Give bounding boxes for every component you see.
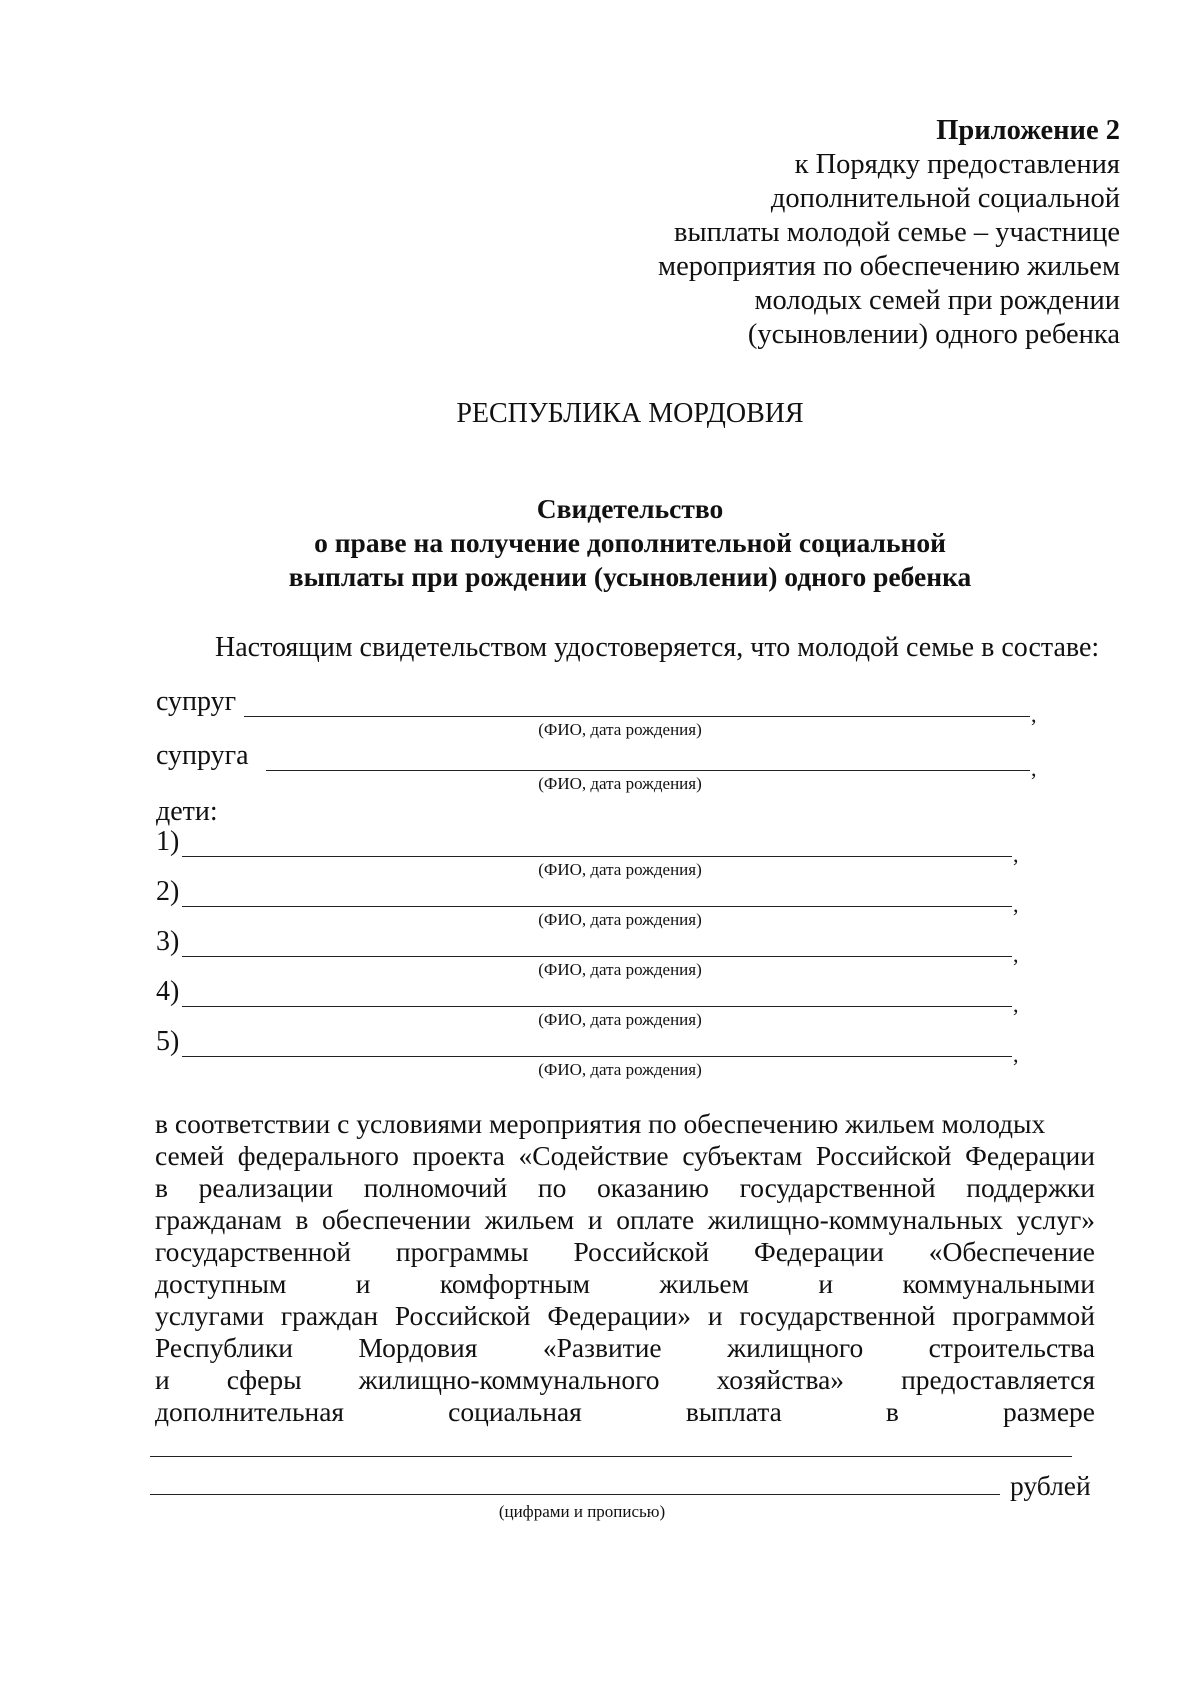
child-number: 1) bbox=[156, 826, 180, 857]
body-line: услугами граждан Российской Федерации» и государственной программой bbox=[155, 1300, 1095, 1331]
intro-sentence: Настоящим свидетельством удостоверяется, что молодой семье в составе: bbox=[215, 632, 1100, 663]
child-field[interactable] bbox=[182, 906, 1012, 907]
child-field[interactable] bbox=[182, 956, 1012, 957]
annex-line: выплаты молодой семье – участнице bbox=[674, 217, 1120, 248]
field-comma: , bbox=[1013, 892, 1019, 917]
certificate-heading bbox=[0, 492, 1200, 594]
amount-field-line-1[interactable] bbox=[150, 1456, 1072, 1457]
annex-title: Приложение 2 bbox=[936, 115, 1120, 146]
annex-line: (усыновлении) одного ребенка bbox=[747, 319, 1120, 350]
children-label: дети: bbox=[156, 796, 218, 827]
child-field[interactable] bbox=[182, 1006, 1012, 1007]
body-line: семей федерального проекта «Содействие субъектам Российской Федерации bbox=[155, 1140, 1095, 1171]
annex-line: мероприятия по обеспечению жильем bbox=[658, 251, 1120, 282]
heading-line-3: выплаты при рождении (усыновлении) одного ребенка bbox=[288, 561, 972, 592]
field-comma: , bbox=[1013, 942, 1019, 967]
field-caption: (ФИО, дата рождения) bbox=[538, 960, 702, 979]
child-number: 2) bbox=[156, 876, 180, 907]
field-caption: (ФИО, дата рождения) bbox=[538, 910, 702, 929]
spouse-male-field[interactable] bbox=[244, 716, 1030, 717]
annex-header bbox=[658, 114, 1120, 352]
body-line: гражданам в обеспечении жильем и оплате жилищно-коммунальных услуг» bbox=[155, 1204, 1095, 1235]
annex-line: к Порядку предоставления bbox=[794, 149, 1120, 180]
field-caption: (ФИО, дата рождения) bbox=[538, 720, 702, 739]
body-line: в реализации полномочий по оказанию государственной поддержки bbox=[155, 1172, 1095, 1203]
amount-caption: (цифрами и прописью) bbox=[498, 1502, 666, 1521]
field-comma: , bbox=[1031, 756, 1037, 781]
republic-name: РЕСПУБЛИКА МОРДОВИЯ bbox=[456, 398, 804, 429]
annex-line: молодых семей при рождении bbox=[754, 285, 1120, 316]
annex-line: дополнительной социальной bbox=[770, 183, 1120, 214]
spouse-female-field[interactable] bbox=[266, 770, 1030, 771]
body-line: Республики Мордовия «Развитие жилищного строительства bbox=[155, 1332, 1095, 1363]
heading-line-2: о праве на получение дополнительной социальной bbox=[314, 527, 946, 558]
field-comma: , bbox=[1013, 1042, 1019, 1067]
child-number: 4) bbox=[156, 976, 180, 1007]
spouse-male-label: супруг bbox=[156, 686, 237, 717]
body-line: в соответствии с условиями мероприятия по обеспечению жильем молодых bbox=[155, 1108, 1046, 1139]
currency-label: рублей bbox=[1010, 1470, 1091, 1501]
child-field[interactable] bbox=[182, 1056, 1012, 1057]
spouse-female-label: супруга bbox=[156, 740, 249, 771]
child-number: 5) bbox=[156, 1026, 180, 1057]
heading-line-1: Свидетельство bbox=[536, 493, 724, 524]
body-line: государственной программы Российской Федерации «Обеспечение bbox=[155, 1236, 1095, 1267]
body-line: доступным и комфортным жильем и коммунальными bbox=[155, 1268, 1095, 1299]
field-comma: , bbox=[1031, 702, 1037, 727]
field-caption: (ФИО, дата рождения) bbox=[538, 774, 702, 793]
child-field[interactable] bbox=[182, 856, 1012, 857]
field-comma: , bbox=[1013, 842, 1019, 867]
field-caption: (ФИО, дата рождения) bbox=[538, 1060, 702, 1079]
amount-field-line-2[interactable] bbox=[150, 1494, 1000, 1495]
field-caption: (ФИО, дата рождения) bbox=[538, 1010, 702, 1029]
body-line: дополнительная социальная выплата в размере bbox=[155, 1396, 1095, 1427]
child-number: 3) bbox=[156, 926, 180, 957]
body-line: и сферы жилищно-коммунального хозяйства» предоставляется bbox=[155, 1364, 1095, 1395]
field-caption: (ФИО, дата рождения) bbox=[538, 860, 702, 879]
field-comma: , bbox=[1013, 992, 1019, 1017]
